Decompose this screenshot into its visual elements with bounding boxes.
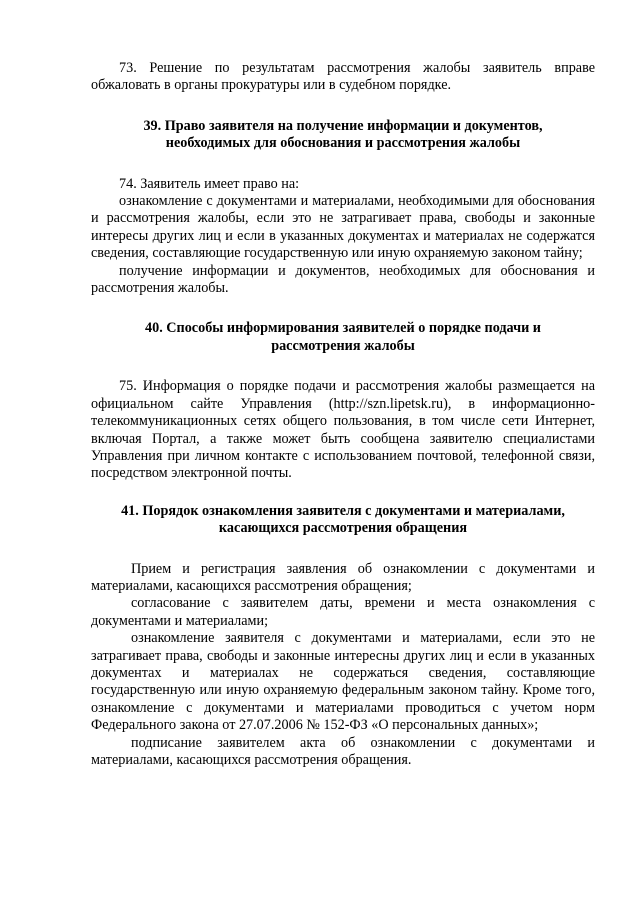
- section-41-heading: [91, 503, 595, 538]
- paragraph-73: 73. Решение по результатам рассмотрения жалобы заявитель вправе обжаловать в органы прокуратуры или в судебном порядке.: [91, 60, 595, 94]
- paragraph-75: 75. Информация о порядке подачи и рассмотрения жалобы размещается на официальном сайте Управления (http://szn.lipetsk.ru), в информационно-телекоммуникационных сетях общего пользования, в том числе сети Интернет, включая Портал, а также может быть сообщена заявителю специалистами Управления при личном контакте с использованием почтовой, телефонной связи, посредством электронной почты.: [91, 378, 595, 482]
- paragraph-74-item-2: получение информации и документов, необходимых для обоснования и рассмотрения жалобы.: [91, 262, 595, 297]
- paragraph-41-item-4: подписание заявителем акта об ознакомлении с документами и материалами, касающихся рассмотрения обращения.: [91, 734, 595, 768]
- paragraph-74-intro: 74. Заявитель имеет право на:: [119, 175, 300, 192]
- paragraph-41-item-2: согласование с заявителем даты, времени и места ознакомления с документами и материалами;: [91, 595, 595, 629]
- section-39-heading-line1: 39. Право заявителя на получение информации и документов,: [143, 117, 543, 134]
- section-39-heading-line2: необходимых для обоснования и рассмотрения жалобы: [165, 135, 521, 152]
- section-41-heading-line1: 41. Порядок ознакомления заявителя с документами и материалами,: [121, 502, 565, 519]
- section-40-heading-line2: рассмотрения жалобы: [271, 337, 415, 354]
- paragraph-74-item-1: ознакомление с документами и материалами, необходимыми для обоснования и рассмотрения жалобы, если это не затрагивает права, свободы и законные интересы других лиц и если в указанных документах и материалах не содержатся сведения, составляющие государственную или иную охраняемую законом тайну;: [91, 193, 595, 262]
- section-40-heading: [91, 320, 595, 355]
- section-40-heading-line1: 40. Способы информирования заявителей о порядке подачи и: [145, 320, 541, 337]
- paragraph-41-item-3: ознакомление заявителя с документами и материалами, если это не затрагивает права, свободы и законные интересны других лиц и если в указанных документах и материалах не содержаться сведения, составляющие государственную или иную охраняемую федеральным законом тайну. Кроме того, ознакомление с документами и материалами проводиться с учетом норм Федерального закона от 27.07.2006 № 152-ФЗ «О персональных данных»;: [91, 630, 595, 734]
- section-41-heading-line2: касающихся рассмотрения обращения: [218, 520, 468, 537]
- section-39-heading: [91, 118, 595, 153]
- paragraph-41-item-1: Прием и регистрация заявления об ознакомлении с документами и материалами, касающихся рассмотрения обращения;: [91, 560, 595, 594]
